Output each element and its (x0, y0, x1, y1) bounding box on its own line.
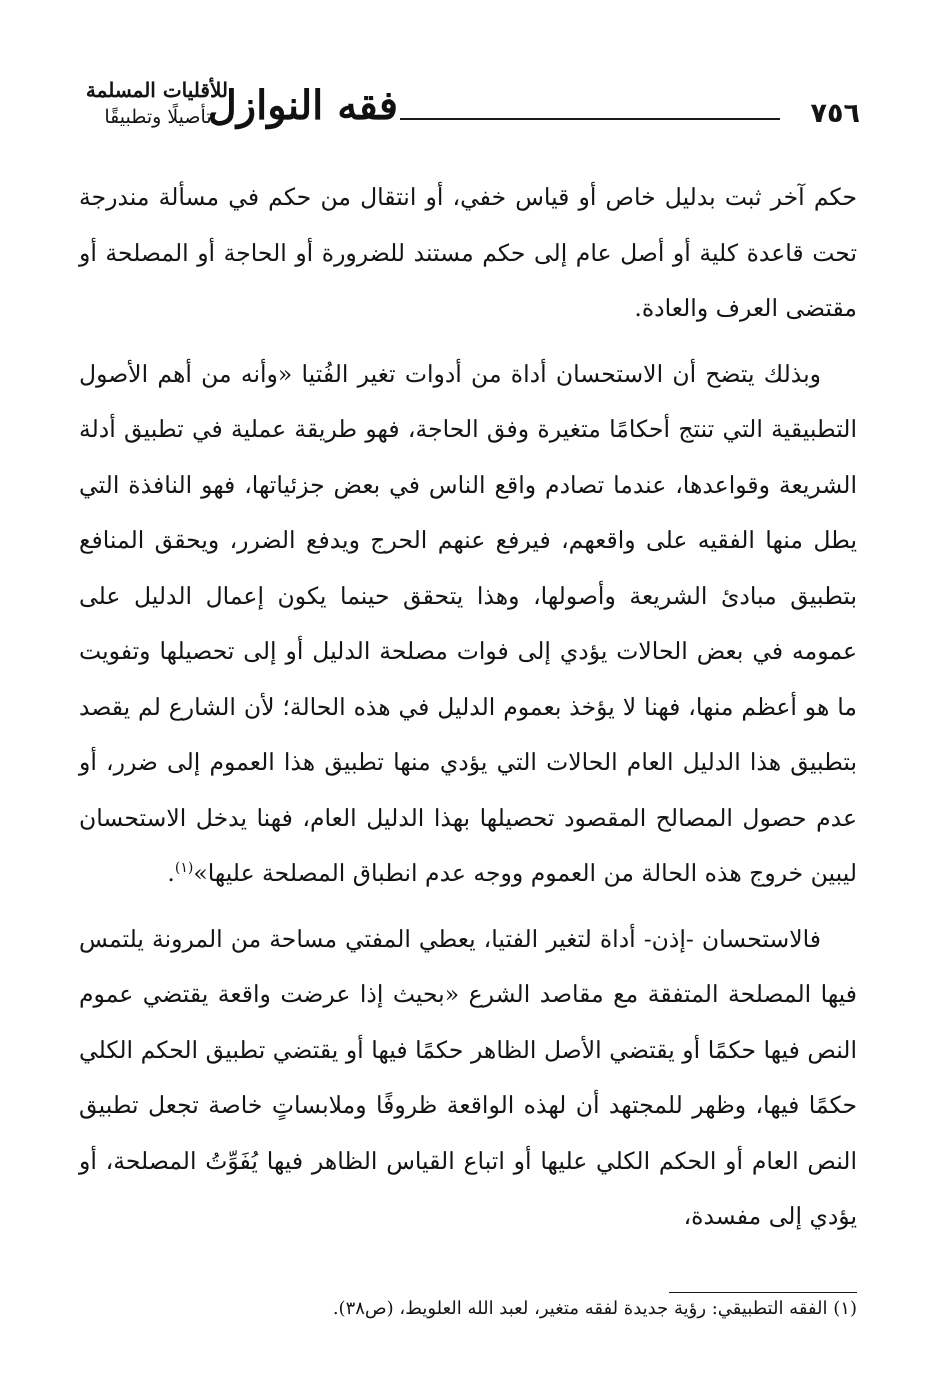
paragraph (79, 170, 857, 337)
footnote-marker: (١) (833, 1298, 857, 1319)
paragraph-text: فالاستحسان -إذن- أداة لتغير الفتيا، يعطي المفتي مساحة من المرونة يلتمس فيها المصلحة المتفقة مع مقاصد الشرع «بحيث إذا عرضت واقعة يقتضي عموم النص فيها حكمًا أو يقتضي الأصل الظاهر حكمًا فيها أو يقتضي تطبيق الحكم الكلي حكمًا فيها، وظهر للمجتهد أن لهذه الواقعة ظروفًا وملابساتٍ خاصة تجعل تطبيق النص العام أو الحكم الكلي عليها أو اتباع القياس الظاهر فيها يُفَوِّتُ المصلحة، أو يؤدي إلى مفسدة، (79, 924, 857, 1230)
paragraph (79, 347, 857, 902)
footnote-reference[interactable]: (١) (174, 860, 194, 877)
paragraph-end-punctuation: . (167, 859, 175, 887)
book-title-side-line2: تأصيلًا وتطبيقًا (104, 106, 212, 128)
footnote-text: الفقه التطبيقي: رؤية جديدة لفقه متغير، لعبد الله العلويط، (ص٣٨). (332, 1298, 828, 1319)
page-number: ٧٥٦ (810, 98, 860, 129)
paragraph (79, 912, 857, 1245)
footnote-separator (669, 1292, 857, 1293)
header-rule (400, 118, 780, 120)
body-text (79, 170, 857, 1255)
running-header (70, 72, 860, 152)
book-title-side (85, 76, 228, 130)
book-title-logo (85, 74, 398, 146)
paragraph-text: حكم آخر ثبت بدليل خاص أو قياس خفي، أو انتقال من حكم في مسألة مندرجة تحت قاعدة كلية أو أصل عام إلى حكم مستند للضرورة أو الحاجة أو المصلحة أو مقتضى العرف والعادة. (79, 183, 857, 322)
footnote (79, 1296, 857, 1322)
book-title-main: فقه النوازل (207, 82, 398, 129)
paragraph-text: وبذلك يتضح أن الاستحسان أداة من أدوات تغير الفُتيا «وأنه من أهم الأصول التطبيقية التي تنتج أحكامًا متغيرة وفق الحاجة، فهو طريقة عملية في تطبيق أدلة الشريعة وقواعدها، عندما تصادم واقع الناس في بعض جزئياتها، فهو النافذة التي يطل منها الفقيه على واقعهم، فيرفع عنهم الحرج ويدفع الضرر، ويحقق المنافع بتطبيق مبادئ الشريعة وأصولها، وهذا يتحقق حينما يكون إعمال الدليل على عمومه في بعض الحالات يؤدي إلى فوات مصلحة الدليل أو إلى تحصيلها وتفويت ما هو أعظم منها، فهنا لا يؤخذ بعموم الدليل في هذه الحالة؛ لأن الشارع لم يقصد بتطبيق هذا الدليل العام الحالات التي يؤدي منها تطبيق هذا العموم إلى ضرر، أو عدم حصول المصالح المقصود تحصيلها بهذا الدليل العام، فهنا يدخل الاستحسان ليبين خروج هذه الحالة من العموم ووجه عدم انطباق المصلحة عليها» (79, 359, 857, 887)
book-title-side-line1: للأقليات المسلمة (85, 78, 228, 102)
